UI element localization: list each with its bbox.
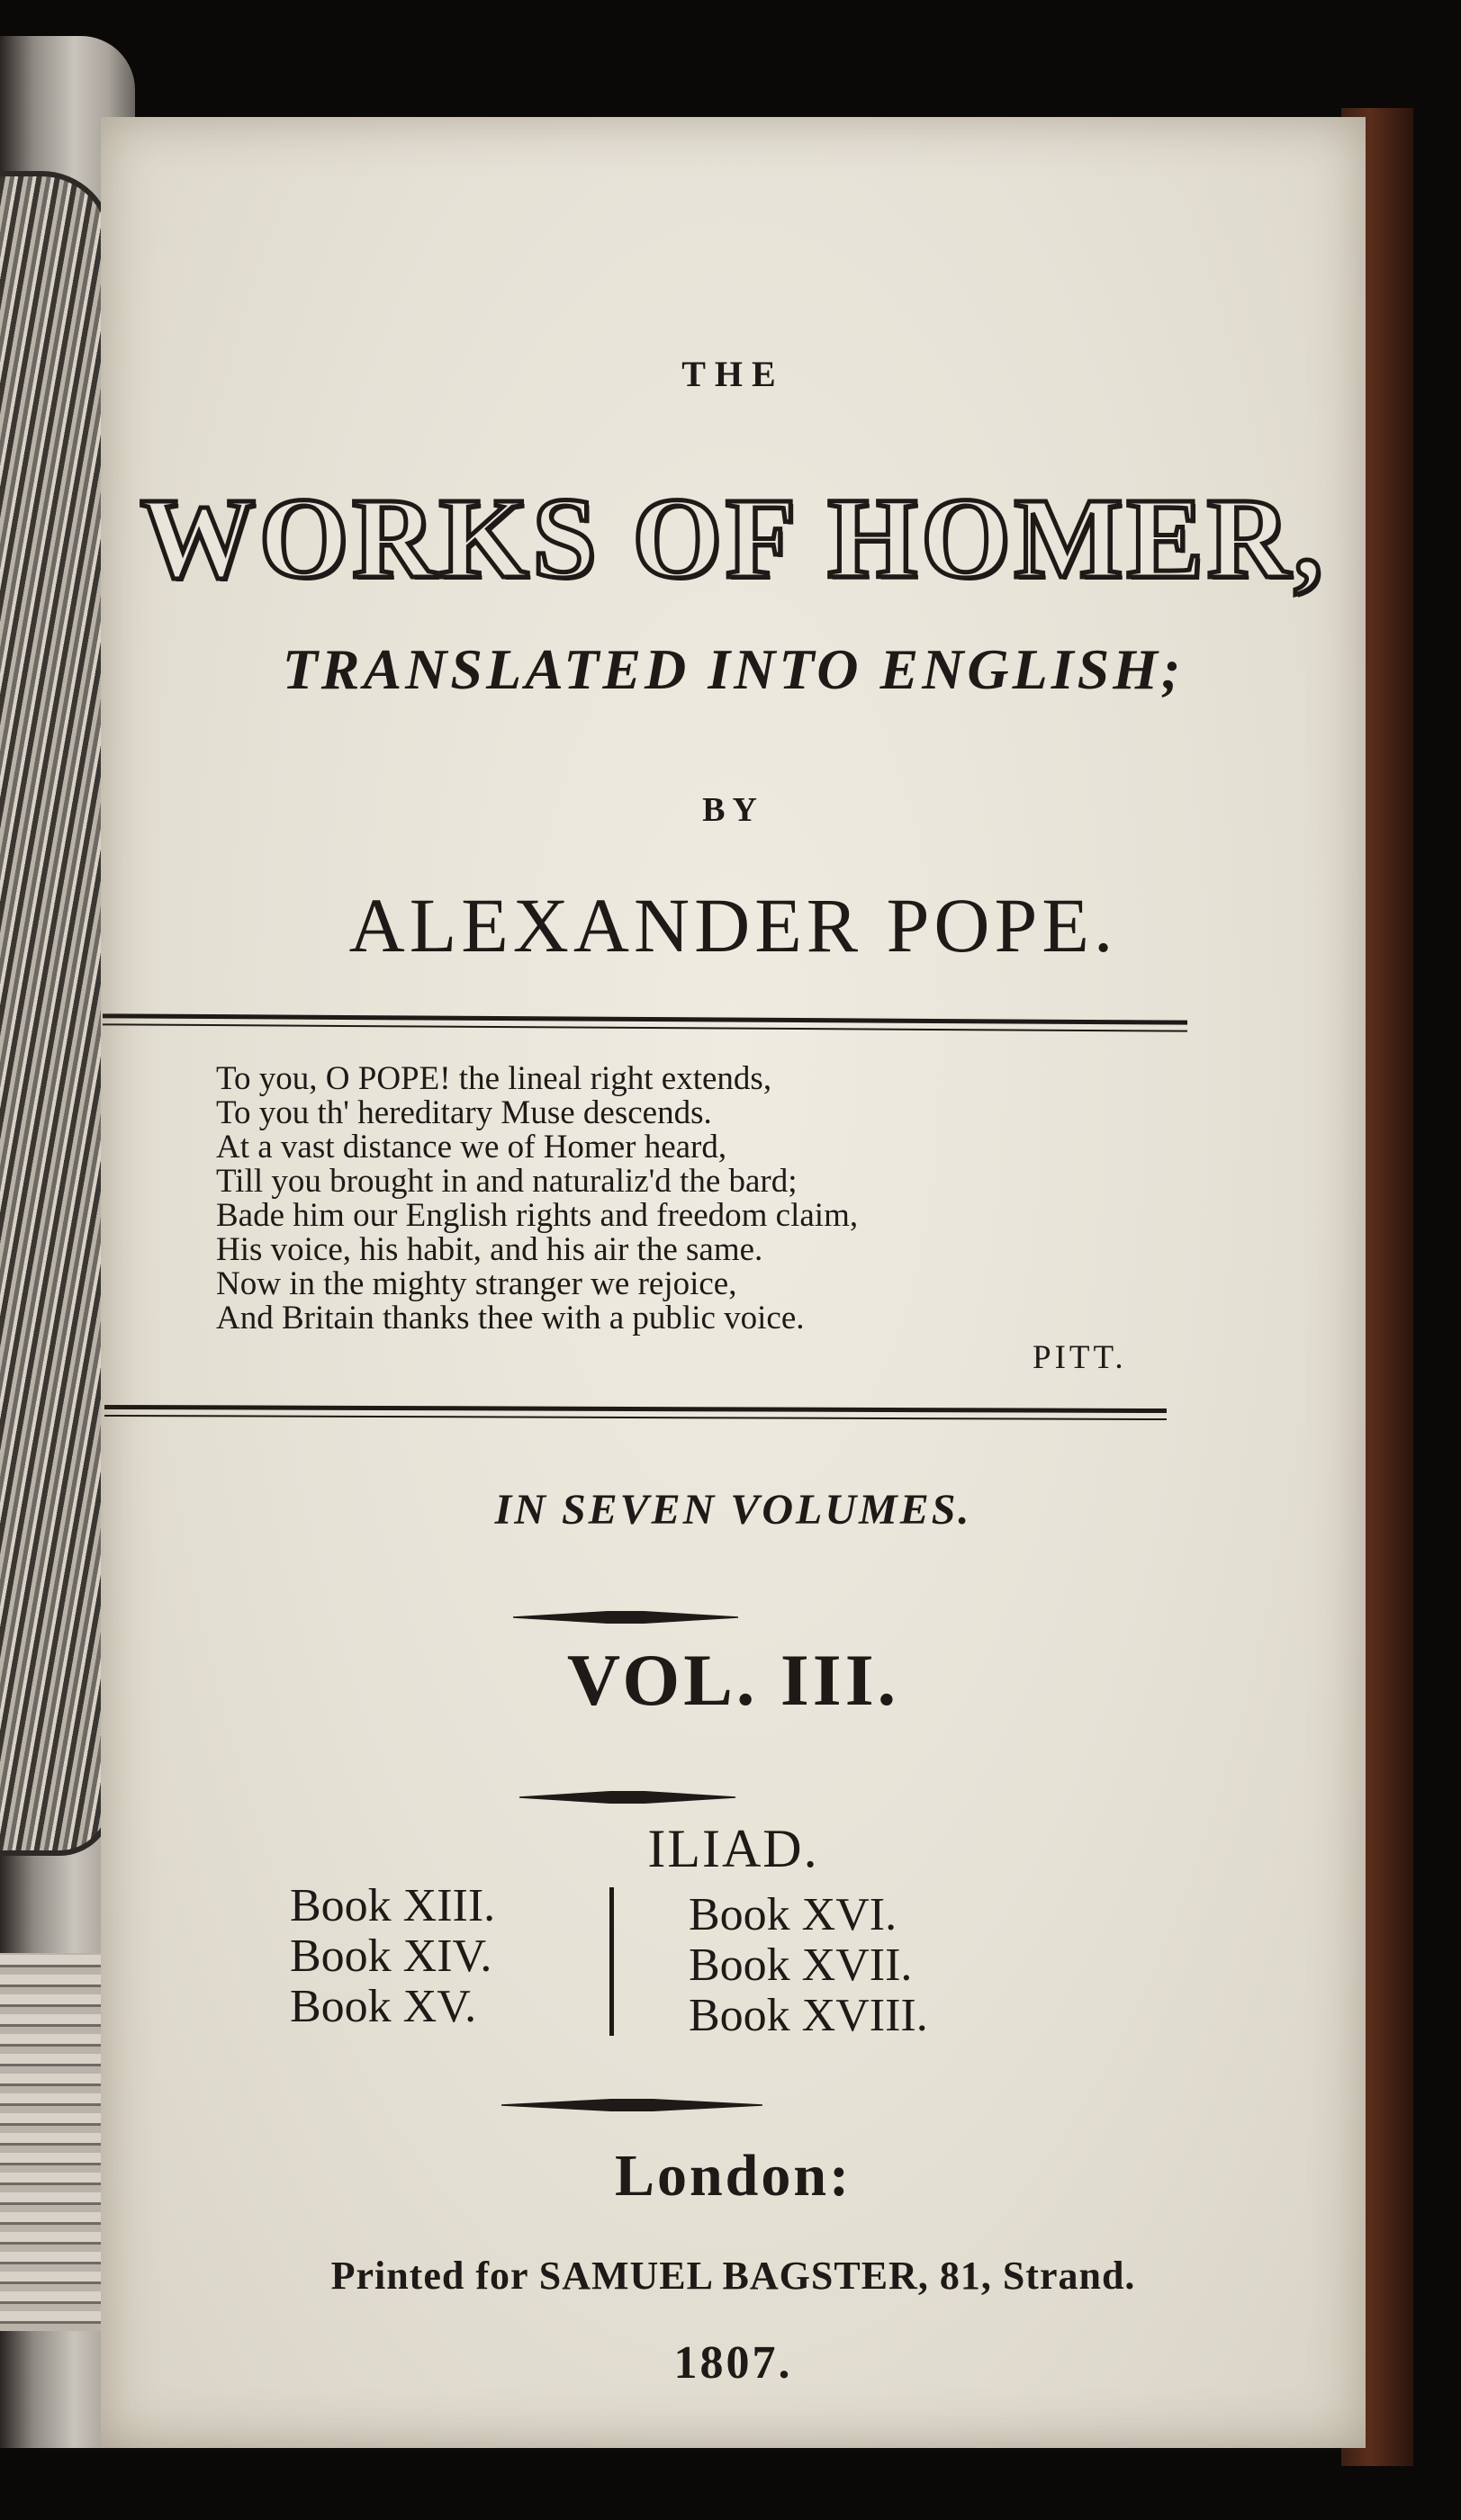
frontispiece-engraving [0,171,113,1856]
title-article: THE [681,354,785,394]
volume-count: IN SEVEN VOLUMES. [494,1486,972,1534]
title-page [101,117,1366,2448]
books-list-left [290,1881,495,2032]
work-title: ILIAD. [647,1819,819,1878]
subtitle: TRANSLATED INTO ENGLISH; [282,637,1185,701]
verse-line: And Britain thanks thee with a public voice. [216,1300,805,1336]
verse-line: To you th' hereditary Muse descends. [216,1094,712,1131]
book-entry: Book XV. [290,1981,477,2032]
verse-line: Till you brought in and naturaliz'd the bard; [216,1163,798,1200]
book-entry: Book XIV. [290,1930,492,1982]
verse-line: His voice, his habit, and his air the same. [216,1231,763,1268]
ornament-rule [519,1791,735,1804]
verse-line: To you, O POPE! the lineal right extends, [216,1060,772,1097]
frontispiece-caption [0,1953,108,2331]
main-title: WORKS OF HOMER, [140,474,1327,602]
by-line: BY [702,791,764,829]
verse-line: At a vast distance we of Homer heard, [216,1129,727,1166]
verse-line: Bade him our English rights and freedom claim, [216,1197,859,1234]
book-entry: Book XIII. [290,1880,496,1931]
epigraph-verse [216,1062,858,1336]
imprint-year: 1807. [673,2337,793,2389]
top-double-rule [103,1013,1187,1031]
book-entry: Book XVI. [689,1889,897,1940]
author-name: ALEXANDER POPE. [348,882,1118,968]
books-divider [609,1887,614,2036]
epigraph-attribution: PITT. [1033,1339,1127,1376]
book-entry: Book XVII. [689,1940,913,1991]
imprint-city: London: [614,2143,852,2209]
ornament-rule [501,2099,762,2111]
volume-number: VOL. III. [566,1639,900,1721]
bottom-double-rule [104,1405,1167,1420]
ornament-rule [513,1611,738,1624]
imprint-printer: Printed for SAMUEL BAGSTER, 81, Strand. [330,2254,1136,2298]
book-entry: Book XVIII. [689,1990,928,2041]
verse-line: Now in the mighty stranger we rejoice, [216,1265,737,1302]
books-list-right [689,1890,928,2041]
